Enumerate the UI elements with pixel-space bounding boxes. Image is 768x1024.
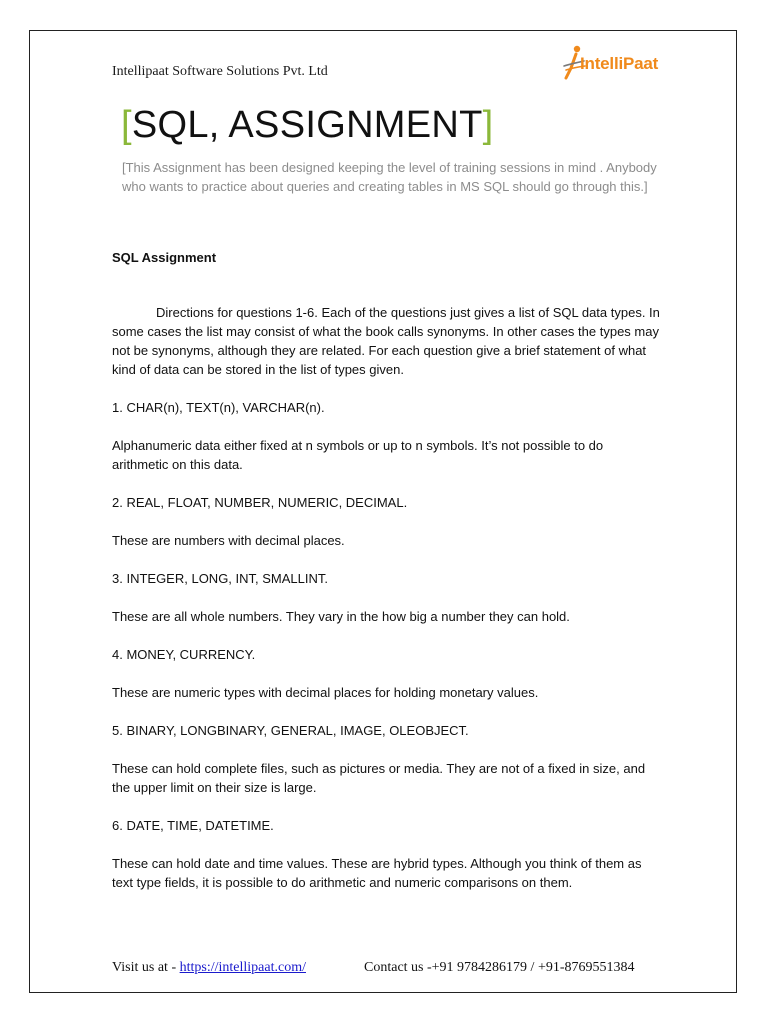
answer-1: Alphanumeric data either fixed at n symbols or up to n symbols. It’s not possible to do arithmetic on this data. — [112, 438, 604, 472]
answer-4: These are numeric types with decimal places for holding monetary values. — [112, 685, 539, 700]
title-open-bracket: [ — [121, 104, 132, 146]
question-6: 6. DATE, TIME, DATETIME. — [112, 818, 274, 833]
question-5: 5. BINARY, LONGBINARY, GENERAL, IMAGE, OLEOBJECT. — [112, 723, 469, 738]
page-title — [121, 104, 494, 147]
answer-2: These are numbers with decimal places. — [112, 533, 345, 548]
document-body — [112, 248, 660, 892]
question-1: 1. CHAR(n), TEXT(n), VARCHAR(n). — [112, 400, 325, 415]
contact-info: Contact us -+91 9784286179 / +91-8769551384 — [364, 960, 635, 975]
question-2: 2. REAL, FLOAT, NUMBER, NUMERIC, DECIMAL. — [112, 495, 408, 510]
answer-5: These can hold complete files, such as pictures or media. They are not of a fixed in size, and the upper limit on their size is large. — [112, 761, 646, 795]
title-text: SQL, ASSIGNMENT — [131, 104, 483, 146]
qa-list — [112, 398, 660, 892]
page-footer — [112, 960, 672, 976]
section-heading: SQL Assignment — [112, 250, 217, 265]
page-subtitle: [This Assignment has been designed keeping the level of training sessions in mind . Anybody who wants to practice about queries and creating tables in MS SQL should go through this.] — [122, 160, 657, 194]
directions-paragraph: Directions for questions 1-6. Each of the questions just gives a list of SQL data types. In some cases the list may consist of what the book calls synonyms. In other cases the types may not be synonyms, although they are related. For each question give a brief statement of what kind of data can be stored in the list of types given. — [112, 305, 660, 377]
company-name: Intellipaat Software Solutions Pvt. Ltd — [112, 64, 328, 79]
answer-6: These can hold date and time values. These are hybrid types. Although you think of them as text type fields, it is possible to do arithmetic and numeric comparisons on them. — [112, 856, 642, 890]
logo-text: IntelliPaat — [580, 54, 659, 73]
visit-label: Visit us at - — [112, 960, 180, 975]
question-4: 4. MONEY, CURRENCY. — [112, 647, 256, 662]
intellipaat-logo — [560, 44, 670, 84]
question-3: 3. INTEGER, LONG, INT, SMALLINT. — [112, 571, 328, 586]
title-close-bracket: ] — [482, 104, 494, 146]
website-link[interactable]: https://intellipaat.com/ — [179, 960, 306, 975]
answer-3: These are all whole numbers. They vary in the how big a number they can hold. — [112, 609, 570, 624]
